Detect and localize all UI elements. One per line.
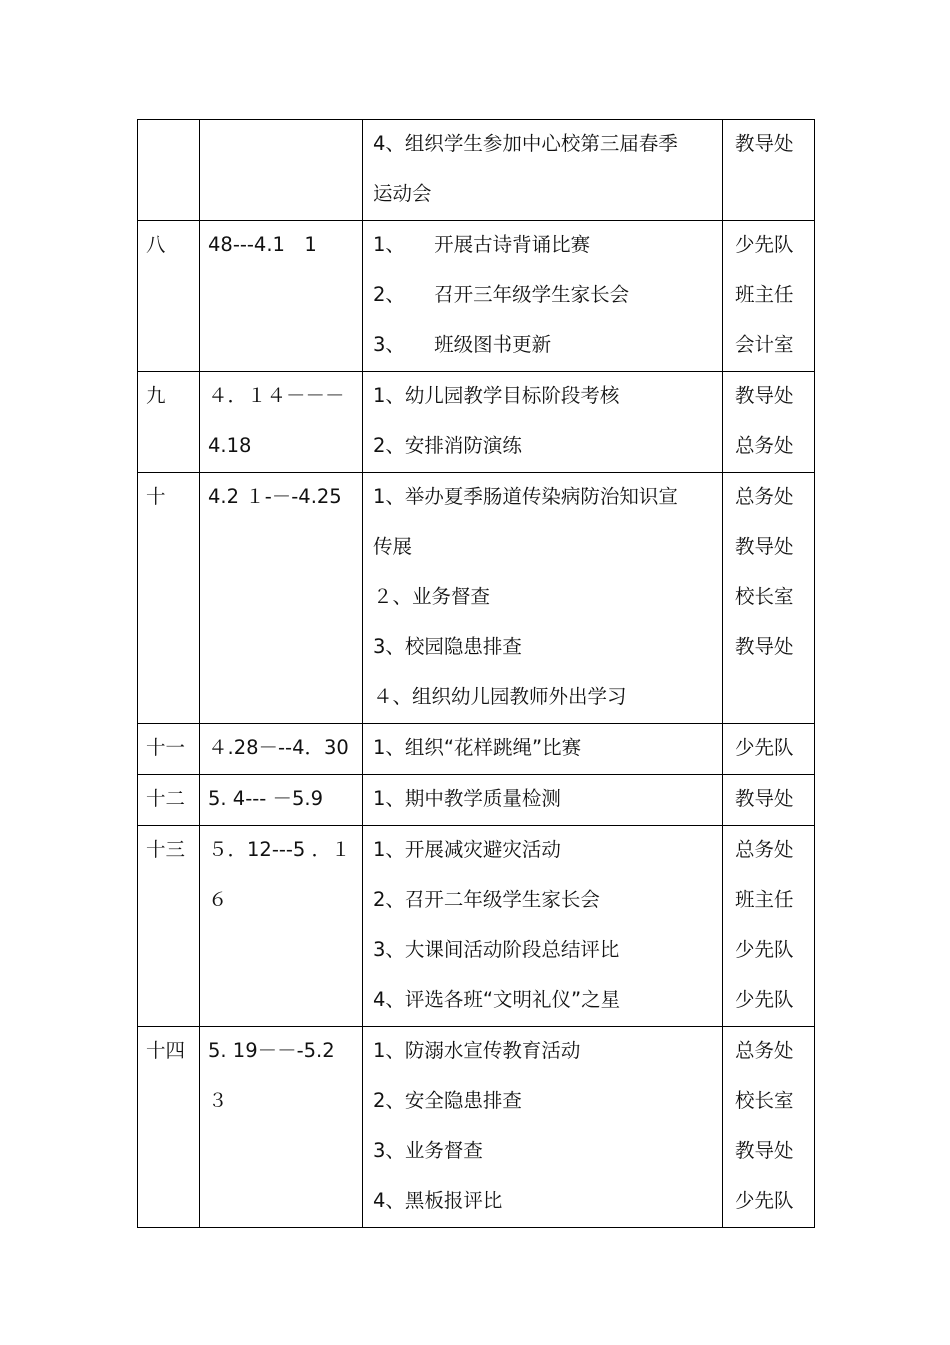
- week-cell: [138, 221, 200, 372]
- task-item: 1、期中教学质量检测: [373, 787, 561, 810]
- table-row: [138, 775, 815, 826]
- week-label: 十二: [146, 787, 186, 810]
- week-label: 九: [146, 384, 166, 407]
- date-cell: [200, 473, 363, 724]
- task-cell: [363, 724, 723, 775]
- dept-item: 班主任: [735, 888, 794, 911]
- week-cell: [138, 1027, 200, 1228]
- task-item: 3、业务督查: [373, 1139, 483, 1162]
- dept-cell: [723, 1027, 815, 1228]
- dept-item: 教导处: [735, 635, 794, 658]
- task-cell: [363, 1027, 723, 1228]
- dept-cell: [723, 724, 815, 775]
- dept-item: 总务处: [735, 485, 794, 508]
- task-item: 3、校园隐患排查: [373, 635, 522, 658]
- dept-item: 会计室: [735, 333, 794, 356]
- date-range: ４.28－--4．30: [208, 736, 349, 759]
- week-label: 十: [146, 485, 166, 508]
- task-item: 运动会: [373, 182, 432, 205]
- week-cell: [138, 120, 200, 221]
- task-item: 4、评选各班“文明礼仪”之星: [373, 988, 621, 1011]
- table-row: [138, 473, 815, 724]
- task-item: 1、幼儿园教学目标阶段考核: [373, 384, 620, 407]
- dept-item: 少先队: [735, 233, 794, 256]
- dept-item: 总务处: [735, 434, 794, 457]
- task-item: 1、举办夏季肠道传染病防治知识宣: [373, 485, 678, 508]
- date-cell: [200, 775, 363, 826]
- task-item: ２、业务督查: [373, 585, 491, 608]
- week-cell: [138, 724, 200, 775]
- task-item: ４、组织幼儿园教师外出学习: [373, 685, 627, 708]
- table-row: [138, 120, 815, 221]
- dept-cell: [723, 372, 815, 473]
- date-range: 4.18: [208, 434, 252, 457]
- table-row: [138, 1027, 815, 1228]
- date-cell: [200, 221, 363, 372]
- week-label: 十一: [146, 736, 186, 759]
- dept-item: 教导处: [735, 132, 794, 155]
- task-item: 3、 班级图书更新: [373, 333, 552, 356]
- schedule-table: [137, 119, 815, 1228]
- table-row: [138, 724, 815, 775]
- table-row: [138, 372, 815, 473]
- dept-cell: [723, 120, 815, 221]
- dept-item: 教导处: [735, 1139, 794, 1162]
- task-item: 4、组织学生参加中心校第三届春季: [373, 132, 678, 155]
- task-cell: [363, 473, 723, 724]
- date-cell: [200, 724, 363, 775]
- week-cell: [138, 372, 200, 473]
- schedule-body: [138, 120, 815, 1228]
- task-item: 1、开展减灾避灾活动: [373, 838, 561, 861]
- dept-cell: [723, 826, 815, 1027]
- task-item: 2、召开二年级学生家长会: [373, 888, 600, 911]
- dept-item: 校长室: [735, 1089, 794, 1112]
- week-label: 十三: [146, 838, 186, 861]
- task-item: 2、安排消防演练: [373, 434, 522, 457]
- week-cell: [138, 826, 200, 1027]
- date-range: ４．１４－－－: [208, 384, 345, 407]
- dept-item: 班主任: [735, 283, 794, 306]
- dept-item: 校长室: [735, 585, 794, 608]
- dept-cell: [723, 221, 815, 372]
- date-range: 48---4.1 1: [208, 233, 317, 256]
- task-item: 4、黑板报评比: [373, 1189, 503, 1212]
- dept-item: 总务处: [735, 1039, 794, 1062]
- dept-item: 少先队: [735, 988, 794, 1011]
- dept-item: 教导处: [735, 535, 794, 558]
- task-item: 1、 开展古诗背诵比赛: [373, 233, 591, 256]
- date-cell: [200, 1027, 363, 1228]
- dept-cell: [723, 775, 815, 826]
- date-range: ６: [208, 888, 228, 911]
- table-row: [138, 221, 815, 372]
- task-cell: [363, 372, 723, 473]
- dept-item: 教导处: [735, 384, 794, 407]
- date-range: ３: [208, 1089, 228, 1112]
- date-cell: [200, 372, 363, 473]
- date-range: 5. 19－－-5.2: [208, 1039, 335, 1062]
- date-range: 4.2 １-－-4.25: [208, 485, 342, 508]
- date-cell: [200, 120, 363, 221]
- week-cell: [138, 473, 200, 724]
- task-item: 1、组织“花样跳绳”比赛: [373, 736, 582, 759]
- task-item: 传展: [373, 535, 413, 558]
- date-range: ５．12---5 ．１: [208, 838, 351, 861]
- task-item: 2、 召开三年级学生家长会: [373, 283, 630, 306]
- task-cell: [363, 120, 723, 221]
- dept-cell: [723, 473, 815, 724]
- week-label: 八: [146, 233, 166, 256]
- dept-item: 教导处: [735, 787, 794, 810]
- task-cell: [363, 775, 723, 826]
- task-item: 1、防溺水宣传教育活动: [373, 1039, 581, 1062]
- date-cell: [200, 826, 363, 1027]
- dept-item: 少先队: [735, 736, 794, 759]
- task-cell: [363, 826, 723, 1027]
- task-item: 2、安全隐患排查: [373, 1089, 522, 1112]
- week-cell: [138, 775, 200, 826]
- dept-item: 少先队: [735, 1189, 794, 1212]
- date-range: 5. 4--- －5.9: [208, 787, 324, 810]
- dept-item: 总务处: [735, 838, 794, 861]
- week-label: 十四: [146, 1039, 186, 1062]
- dept-item: 少先队: [735, 938, 794, 961]
- table-row: [138, 826, 815, 1027]
- task-cell: [363, 221, 723, 372]
- task-item: 3、大课间活动阶段总结评比: [373, 938, 620, 961]
